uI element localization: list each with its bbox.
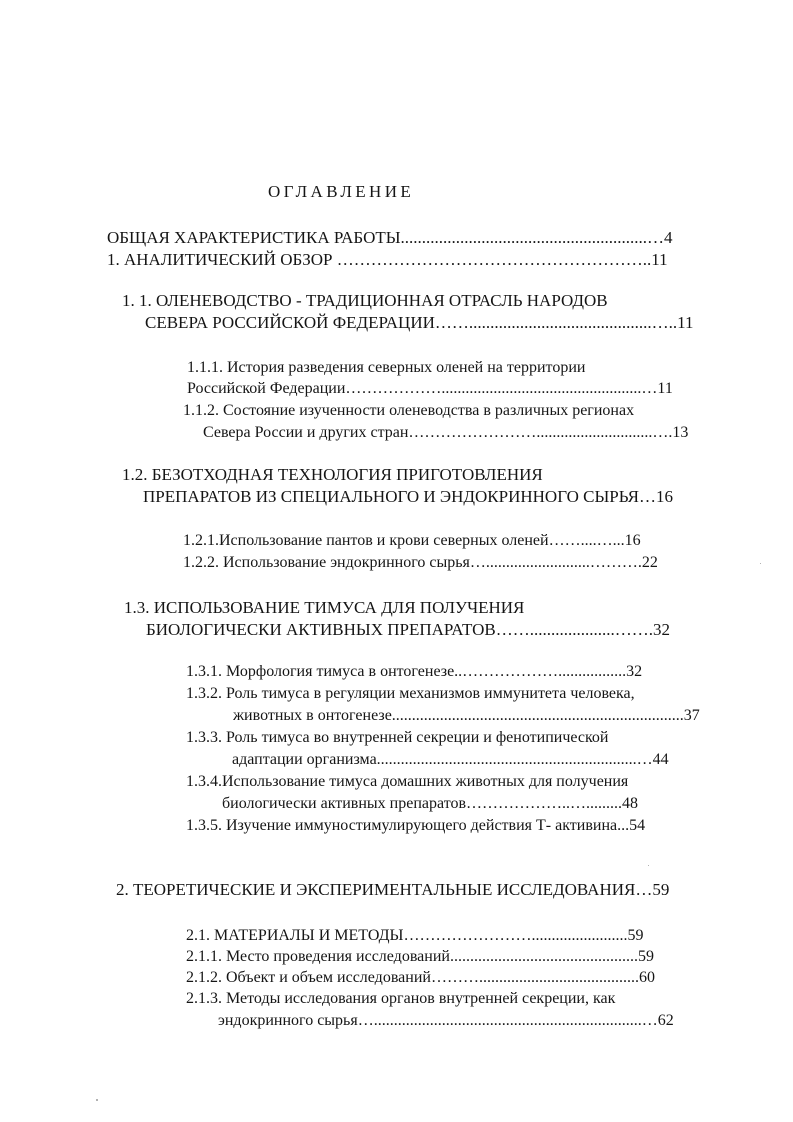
- toc-entry[interactable]: 2.1.1. Место проведения исследований...............................................59: [186, 948, 654, 965]
- toc-entry[interactable]: 1.3.2. Роль тимуса в регуляции механизмов иммунитета человека,: [186, 685, 635, 702]
- toc-entry[interactable]: 2.1.2. Объект и объем исследований………........................................60: [186, 969, 655, 986]
- toc-entry[interactable]: 1.1.2. Состояние изученности оленеводства в различных регионах: [183, 402, 635, 419]
- toc-entry[interactable]: ПРЕПАРАТОВ ИЗ СПЕЦИАЛЬНОГО И ЭНДОКРИННОГО СЫРЬЯ…16: [143, 487, 673, 506]
- toc-entry[interactable]: биологически активных препаратов………………..….........48: [222, 795, 639, 812]
- scan-speck: [648, 865, 649, 866]
- toc-entry[interactable]: 2.1. МАТЕРИАЛЫ И МЕТОДЫ……………………........................59: [186, 927, 644, 944]
- toc-entry[interactable]: 2. ТЕОРЕТИЧЕСКИЕ И ЭКСПЕРИМЕНТАЛЬНЫЕ ИССЛЕДОВАНИЯ…59: [116, 880, 670, 899]
- toc-entry[interactable]: 1.3.5. Изучение иммуностимулирующего действия Т- активина...54: [186, 817, 646, 834]
- toc-entry[interactable]: 1.2. БЕЗОТХОДНАЯ ТЕХНОЛОГИЯ ПРИГОТОВЛЕНИЯ: [122, 465, 543, 484]
- toc-entry[interactable]: 2.1.3. Методы исследования органов внутренней секреции, как: [186, 990, 616, 1007]
- toc-entry[interactable]: 1.3. ИСПОЛЬЗОВАНИЕ ТИМУСА ДЛЯ ПОЛУЧЕНИЯ: [124, 598, 525, 617]
- toc-entry[interactable]: 1.3.4.Использование тимуса домашних животных для получения: [186, 773, 629, 790]
- toc-entry[interactable]: эндокринного сырья…...................................................................…62: [218, 1012, 674, 1029]
- toc-entry[interactable]: адаптации организма.................................................................…44: [232, 751, 669, 768]
- toc-entry[interactable]: 1.3.3. Роль тимуса во внутренней секреции и фенотипической: [186, 729, 609, 746]
- scan-speck: [96, 1099, 98, 1101]
- scan-speck: [760, 563, 761, 564]
- toc-entry[interactable]: 1.1.1. История разведения северных оленей на территории: [187, 359, 586, 376]
- toc-entry[interactable]: животных в онтогенезе.........................................................................37: [233, 707, 700, 724]
- page-title: ОГЛАВЛЕНИЕ: [268, 182, 415, 201]
- toc-entry[interactable]: 1.3.1. Морфология тимуса в онтогенезе..……………….................32: [186, 663, 643, 680]
- toc-entry[interactable]: 1.2.2. Использование эндокринного сырья…..........................……….22: [183, 554, 658, 571]
- toc-entry[interactable]: СЕВЕРА РОССИЙСКОЙ ФЕДЕРАЦИИ……...........................................…..11: [145, 313, 694, 332]
- toc-entry[interactable]: Российской Федерации………………..................................................…11: [187, 380, 673, 397]
- toc-entry[interactable]: БИОЛОГИЧЕСКИ АКТИВНЫХ ПРЕПАРАТОВ……....................…….32: [146, 620, 671, 639]
- toc-entry[interactable]: 1.2.1.Использование пантов и крови северных оленей……....…...16: [183, 532, 641, 549]
- toc-entry[interactable]: 1. 1. ОЛЕНЕВОДСТВО - ТРАДИЦИОННАЯ ОТРАСЛЬ НАРОДОВ: [122, 291, 608, 310]
- toc-entry[interactable]: 1. АНАЛИТИЧЕСКИЙ ОБЗОР ………………………………………………..11: [107, 250, 668, 269]
- toc-entry[interactable]: ОБЩАЯ ХАРАКТЕРИСТИКА РАБОТЫ..........................................................…4: [107, 228, 673, 247]
- toc-entry[interactable]: Севера России и других стран…………………….............................….13: [203, 424, 689, 441]
